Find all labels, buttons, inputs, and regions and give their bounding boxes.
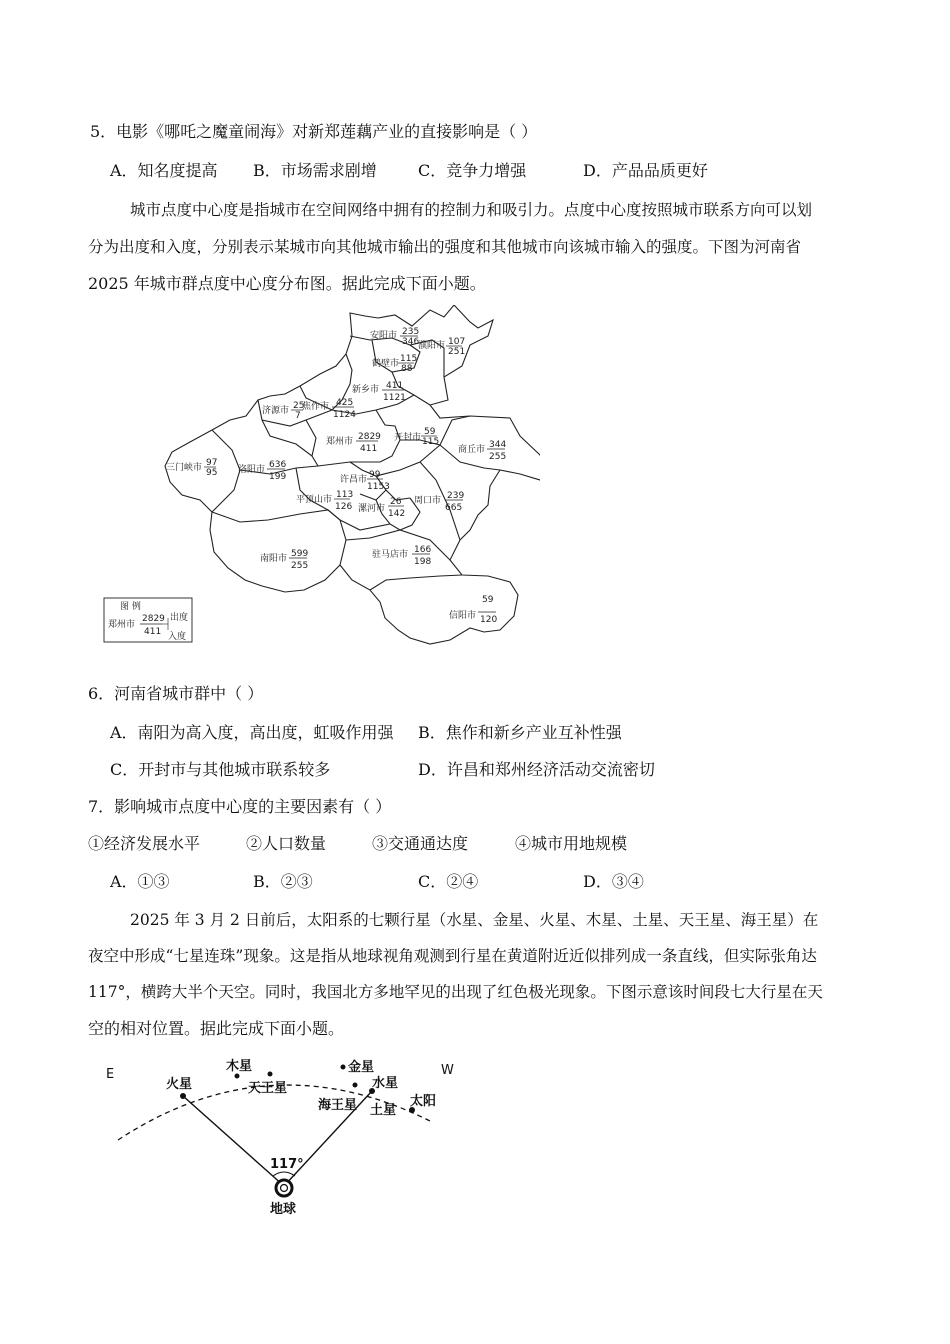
intro2-line-1: 2025 年 3 月 2 日前后，太阳系的七颗行星（水星、金星、火星、木星、土星、天王星、海王星）在 [130, 911, 819, 929]
city-in: 251 [448, 347, 466, 357]
legend-title: 图 例 [120, 602, 141, 612]
city-name: 开封市 [394, 433, 422, 443]
city-name: 商丘市 [458, 445, 486, 455]
city-in: 142 [388, 509, 406, 519]
q6-option-c: C．开封市与其他城市联系较多 [110, 760, 331, 779]
city-name: 三门峡市 [166, 463, 203, 473]
city-in: 255 [489, 452, 507, 462]
city-out: 166 [414, 545, 432, 555]
sight-line-east [183, 1096, 284, 1186]
q5-option-b: B．市场需求剧增 [253, 161, 377, 180]
q7-option-b: B．②③ [253, 872, 313, 891]
venus-dot [341, 1065, 346, 1070]
east-label: E [106, 1067, 115, 1082]
city-out: 344 [489, 440, 507, 450]
city-name: 安阳市 [370, 331, 398, 341]
q7-factor-2: ②人口数量 [246, 834, 327, 853]
q7-option-c: C．②④ [418, 872, 479, 891]
city-name: 许昌市 [340, 475, 368, 485]
city-name: 平顶山市 [296, 495, 333, 505]
q7-factor-1: ①经济发展水平 [88, 834, 201, 853]
city-out: 235 [402, 327, 420, 337]
uranus-label: 天王星 [248, 1081, 288, 1096]
legend-city: 郑州市 [108, 620, 136, 630]
city-in: 665 [445, 503, 463, 513]
city-name: 洛阳市 [238, 465, 266, 475]
jupiter-label: 木星 [226, 1059, 253, 1074]
city-out: 59 [424, 427, 436, 437]
q6-stem: 6．河南省城市群中（ ） [88, 684, 264, 703]
angle-label: 117° [270, 1157, 304, 1172]
neptune-dot [353, 1083, 358, 1088]
city-out: 239 [447, 491, 465, 501]
intro2-line-3: 117°，横跨大半个天空。同时，我国北方多地罕见的出现了红色极光现象。下图示意该时间段七大行星在天 [88, 983, 823, 1001]
city-name: 南阳市 [260, 554, 288, 564]
city-out: 26 [390, 497, 402, 507]
city-in: 88 [401, 364, 413, 374]
legend-out-label: 出度 [170, 613, 189, 623]
mercury-label: 水星 [372, 1076, 399, 1091]
city-in: 115 [422, 437, 440, 447]
intro1-line-3: 2025 年城市群点度中心度分布图。据此完成下面小题。 [88, 274, 486, 293]
city-out: 2829 [358, 432, 381, 442]
city-in: 199 [269, 472, 287, 482]
city-name: 周口市 [414, 496, 442, 506]
city-in: 411 [360, 444, 378, 454]
mars-label: 火星 [166, 1077, 193, 1092]
earth-label: 地球 [270, 1202, 297, 1217]
map-labels [166, 327, 506, 625]
city-in: 346 [402, 337, 420, 347]
city-out: 411 [386, 381, 404, 391]
q6-option-b: B．焦作和新乡产业互补性强 [418, 723, 622, 742]
city-name: 濮阳市 [418, 341, 446, 351]
city-out: 599 [291, 549, 309, 559]
intro2-line-4: 空的相对位置。据此完成下面小题。 [88, 1019, 345, 1038]
mars-dot [180, 1093, 186, 1099]
sun-label: 太阳 [410, 1094, 437, 1109]
city-in: 120 [480, 615, 498, 625]
intro1-line-1: 城市点度中心度是指城市在空间网络中拥有的控制力和吸引力。点度中心度按照城市联系方向可以划 [130, 201, 813, 219]
q6-option-a: A．南阳为高入度，高出度，虹吸作用强 [110, 723, 394, 742]
q7-stem: 7．影响城市点度中心度的主要因素有（ ） [88, 797, 392, 816]
city-name: 漯河市 [358, 504, 386, 514]
legend-in-label: 入度 [168, 632, 187, 642]
city-out: 115 [400, 354, 418, 364]
city-out: 99 [369, 470, 381, 480]
uranus-dot [268, 1072, 273, 1077]
city-in: 1124 [333, 410, 356, 420]
q5-option-c: C．竞争力增强 [418, 161, 527, 180]
saturn-label: 土星 [370, 1103, 397, 1118]
q5-stem: 5．电影《哪吒之魔童闹海》对新郑莲藕产业的直接影响是（ ） [90, 122, 538, 141]
west-label: W [441, 1063, 454, 1078]
city-out: 113 [336, 490, 354, 500]
city-out: 636 [269, 460, 287, 470]
q6-option-d: D．许昌和郑州经济活动交流密切 [418, 760, 655, 779]
city-in: 198 [414, 557, 432, 567]
map-legend [104, 598, 192, 642]
city-in: 7 [295, 411, 301, 421]
city-name: 鹤壁市 [372, 359, 400, 369]
city-name: 济源市 [262, 406, 290, 416]
city-in: 95 [206, 468, 218, 478]
city-out: 107 [448, 337, 466, 347]
neptune-label: 海王星 [318, 1098, 358, 1113]
intro2-line-2: 夜空中形成“七星连珠”现象。这是指从地球视角观测到行星在黄道附近近似排列成一条直线，但实际张角达 [88, 947, 817, 965]
city-name: 郑州市 [326, 437, 354, 447]
henan-city-map [100, 305, 540, 650]
q7-option-a: A．①③ [110, 872, 170, 891]
city-out: 59 [482, 595, 494, 605]
q7-factor-3: ③交通通达度 [372, 834, 469, 853]
venus-label: 金星 [348, 1060, 375, 1075]
q5-option-d: D．产品品质更好 [583, 161, 708, 180]
q7-option-d: D．③④ [583, 872, 644, 891]
city-out: 97 [206, 458, 218, 468]
legend-out: 2829 [142, 614, 165, 624]
city-out: 425 [336, 398, 354, 408]
city-in: 1153 [367, 482, 390, 492]
planet-alignment-diagram [100, 1055, 460, 1220]
city-out: 25 [293, 401, 305, 411]
city-name: 新乡市 [352, 385, 380, 395]
legend-in: 411 [144, 627, 162, 637]
intro1-line-2: 分为出度和入度，分别表示某城市向其他城市输出的强度和其他城市向该城市输入的强度。下图为河南省 [88, 238, 802, 256]
city-name: 信阳市 [449, 611, 477, 621]
city-name: 驻马店市 [372, 550, 409, 560]
angle-arc [273, 1172, 295, 1176]
q7-factor-4: ④城市用地规模 [515, 834, 628, 853]
city-name: 焦作市 [302, 402, 330, 412]
city-in: 1121 [383, 393, 406, 403]
q5-option-a: A．知名度提高 [110, 161, 218, 180]
city-in: 255 [291, 561, 309, 571]
city-in: 126 [335, 502, 353, 512]
jupiter-dot [235, 1074, 240, 1079]
